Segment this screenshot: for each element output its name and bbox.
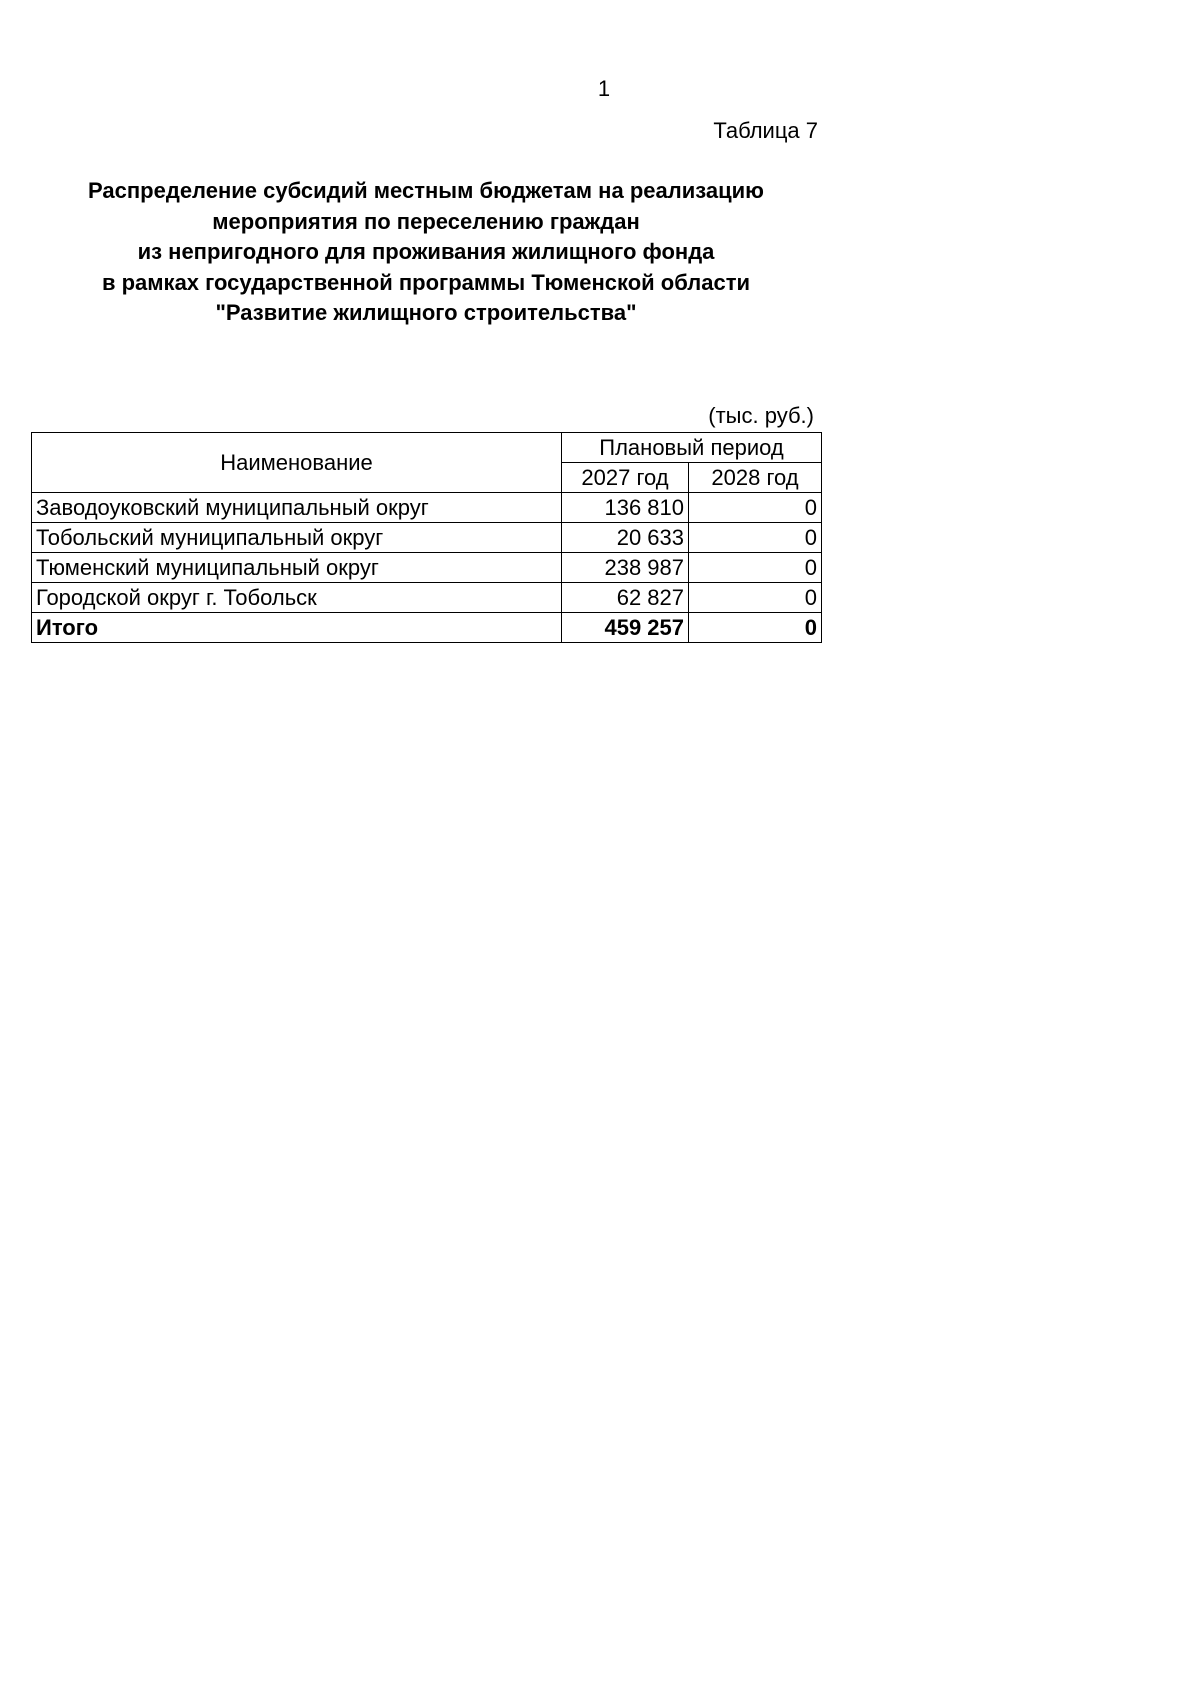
- header-planned-period: Плановый период: [562, 433, 822, 463]
- row-value-2027: 238 987: [562, 553, 689, 583]
- total-value-2027: 459 257: [562, 613, 689, 643]
- header-year-2027: 2027 год: [562, 463, 689, 493]
- title-line: из непригодного для проживания жилищного фонда: [137, 239, 715, 264]
- row-value-2028: 0: [689, 493, 822, 523]
- row-name: Тобольский муниципальный округ: [32, 523, 562, 553]
- document-title: [32, 176, 820, 329]
- page-number: 1: [597, 76, 611, 101]
- units-label: (тыс. руб.): [708, 403, 814, 428]
- table-label: Таблица 7: [713, 118, 818, 143]
- total-row: [32, 613, 822, 643]
- table-row: [32, 583, 822, 613]
- row-name: Тюменский муниципальный округ: [32, 553, 562, 583]
- table-row: [32, 523, 822, 553]
- row-value-2027: 62 827: [562, 583, 689, 613]
- title-line: в рамках государственной программы Тюменской области: [101, 269, 751, 295]
- row-value-2027: 136 810: [562, 493, 689, 523]
- table-header-row: [32, 433, 822, 463]
- row-value-2027: 20 633: [562, 523, 689, 553]
- row-value-2028: 0: [689, 523, 822, 553]
- row-name: Заводоуковский муниципальный округ: [32, 493, 562, 523]
- row-name: Городской округ г. Тобольск: [32, 583, 562, 613]
- row-value-2028: 0: [689, 583, 822, 613]
- table-row: [32, 493, 822, 523]
- row-value-2028: 0: [689, 553, 822, 583]
- title-line: "Развитие жилищного строительства": [215, 300, 637, 325]
- title-line: мероприятия по переселению граждан: [212, 208, 640, 234]
- header-year-2028: 2028 год: [689, 463, 822, 493]
- total-label: Итого: [32, 613, 562, 643]
- subsidy-table: [31, 432, 822, 643]
- table-row: [32, 553, 822, 583]
- title-line: Распределение субсидий местным бюджетам на реализацию: [88, 178, 764, 203]
- total-value-2028: 0: [689, 613, 822, 643]
- header-name: Наименование: [32, 433, 562, 493]
